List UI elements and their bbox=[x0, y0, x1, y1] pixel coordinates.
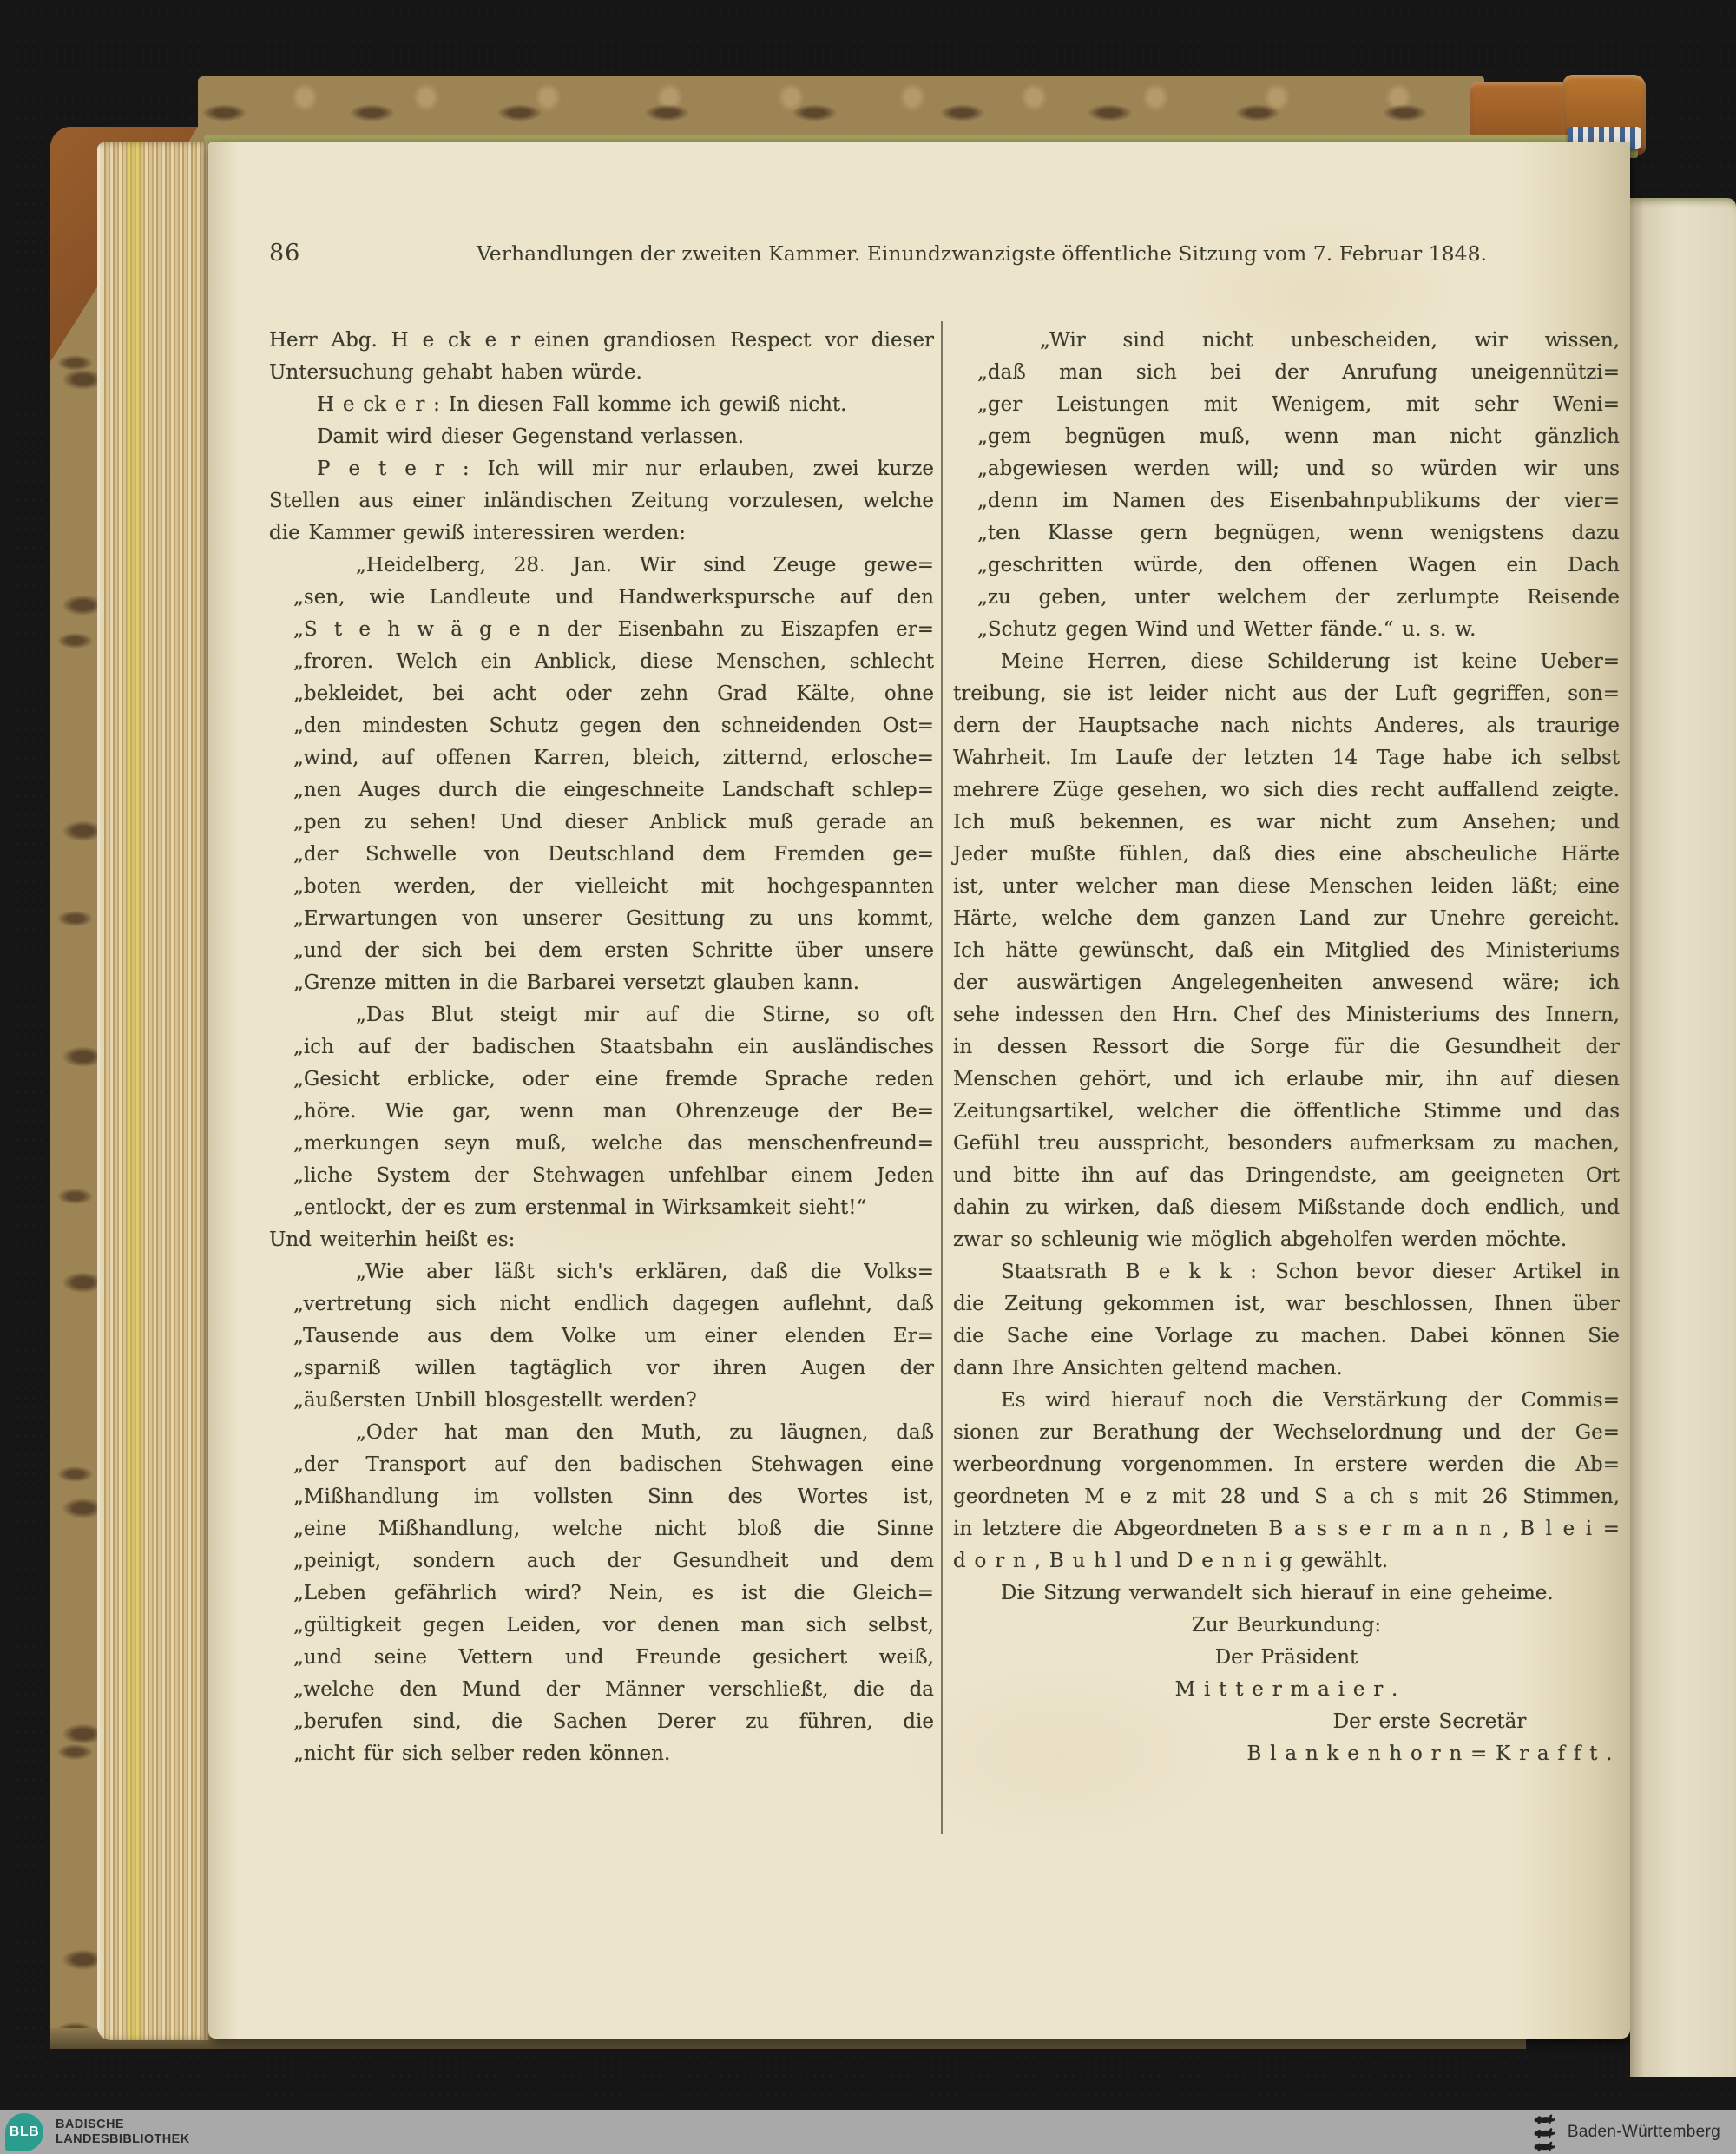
text-line: Staatsrath B e k k : Schon bevor dieser Artikel in bbox=[1001, 1261, 1620, 1283]
text-line: werbeordnung vorgenommen. In erstere werden die Ab= bbox=[953, 1453, 1620, 1476]
text-line: „ten Klasse gern begnügen, wenn wenigstens dazu bbox=[977, 522, 1620, 544]
text-line: sionen zur Berathung der Wechselordnung und der Ge= bbox=[953, 1421, 1620, 1444]
page-number: 86 bbox=[269, 240, 301, 267]
text-line: „Erwartungen von unserer Gesittung zu uns kommt, bbox=[293, 907, 934, 930]
text-line: B l a n k e n h o r n = K r a f f t . bbox=[1246, 1742, 1613, 1765]
text-line: „sen, wie Landleute und Handwerkspursche auf den bbox=[293, 586, 934, 609]
column-divider bbox=[941, 321, 943, 1834]
text-line: Untersuchung gehabt haben würde. bbox=[269, 361, 642, 384]
text-line: die Sache eine Vorlage zu machen. Dabei können Sie bbox=[953, 1325, 1620, 1347]
text-line: Und weiterhin heißt es: bbox=[269, 1229, 516, 1251]
text-line: „äußersten Unbill blosgestellt werden? bbox=[293, 1389, 697, 1412]
text-line: „und seine Vettern und Freunde gesichert weiß, bbox=[293, 1646, 934, 1669]
text-line: „Gesicht erblicke, oder eine fremde Sprache reden bbox=[293, 1068, 934, 1090]
text-line: Jeder mußte fühlen, daß dies eine abscheuliche Härte bbox=[953, 843, 1620, 866]
text-line: „Tausende aus dem Volke um einer elenden Er= bbox=[293, 1325, 934, 1347]
text-line: „bekleidet, bei acht oder zehn Grad Kälte, ohne bbox=[293, 682, 934, 705]
text-line: „den mindesten Schutz gegen den schneidenden Ost= bbox=[293, 715, 934, 737]
text-line: dann Ihre Ansichten geltend machen. bbox=[953, 1357, 1343, 1380]
text-line: Zeitungsartikel, welcher die öffentliche Stimme und das bbox=[953, 1100, 1620, 1123]
text-line: „welche den Mund der Männer verschließt, die da bbox=[293, 1678, 934, 1701]
viewer-footer-bar bbox=[0, 2110, 1736, 2154]
text-line: „der Transport auf den badischen Stehwagen eine bbox=[293, 1453, 934, 1476]
text-line: „zu geben, unter welchem der zerlumpte Reisende bbox=[977, 586, 1620, 609]
text-line: Härte, welche dem ganzen Land zur Unehre gereicht. bbox=[953, 907, 1620, 930]
text-line: „ich auf der badischen Staatsbahn ein ausländisches bbox=[293, 1036, 934, 1058]
text-line: Wahrheit. Im Laufe der letzten 14 Tage habe ich selbst bbox=[953, 747, 1620, 769]
text-line: zwar so schleunig wie möglich abgeholfen werden möchte. bbox=[953, 1229, 1568, 1251]
text-line: „Wir sind nicht unbescheiden, wir wissen, bbox=[1040, 329, 1620, 352]
text-line: „Mißhandlung im vollsten Sinn des Wortes ist, bbox=[293, 1485, 934, 1508]
text-line: „eine Mißhandlung, welche nicht bloß die Sinne bbox=[293, 1518, 934, 1540]
text-line: Die Sitzung verwandelt sich hierauf in eine geheime. bbox=[1001, 1582, 1554, 1604]
text-line: „gem begnügen muß, wenn man nicht gänzlich bbox=[977, 425, 1620, 448]
text-line: „Schutz gegen Wind und Wetter fände.“ u. s. w. bbox=[977, 618, 1476, 641]
text-line: „Heidelberg, 28. Jan. Wir sind Zeuge gewe= bbox=[356, 554, 934, 576]
text-line: dahin zu wirken, daß diesem Mißstande doch endlich, und bbox=[953, 1196, 1620, 1219]
text-line: „gültigkeit gegen Leiden, vor denen man sich selbst, bbox=[293, 1614, 934, 1637]
blb-logo bbox=[5, 2113, 43, 2151]
text-line: sehe indessen den Hrn. Chef des Ministeriums des Innern, bbox=[953, 1004, 1620, 1026]
text-line: Herr Abg. H e ck e r einen grandiosen Respect vor dieser bbox=[269, 329, 934, 352]
right-column bbox=[953, 325, 1620, 1770]
text-line: „ger Leistungen mit Wenigem, mit sehr Weni= bbox=[977, 393, 1620, 416]
text-line: „denn im Namen des Eisenbahnpublikums der vier= bbox=[977, 490, 1620, 512]
text-line: „merkungen seyn muß, welche das menschenfreund= bbox=[293, 1132, 934, 1155]
text-line: Meine Herren, diese Schilderung ist keine Ueber= bbox=[1001, 650, 1620, 673]
text-line: „Grenze mitten in die Barbarei versetzt glauben kann. bbox=[293, 972, 860, 994]
text-line: Der Präsident bbox=[1214, 1646, 1358, 1669]
text-line: P e t e r : Ich will mir nur erlauben, zwei kurze bbox=[317, 458, 934, 480]
facing-page-edge bbox=[1630, 198, 1736, 2077]
library-name-line1: BADISCHE bbox=[56, 2117, 124, 2131]
text-line: „liche System der Stehwagen unfehlbar einem Jeden bbox=[293, 1164, 934, 1187]
text-line: „Leben gefährlich wird? Nein, es ist die Gleich= bbox=[293, 1582, 934, 1604]
text-line: Ich muß bekennen, es war nicht zum Ansehen; und bbox=[953, 811, 1620, 833]
text-line: die Zeitung gekommen ist, war beschlossen, Ihnen über bbox=[953, 1293, 1620, 1315]
state-name: Baden-Württemberg bbox=[1567, 2122, 1720, 2141]
page-header-title: Verhandlungen der zweiten Kammer. Einundzwanzigste öffentliche Sitzung vom 7. Februar 1848. bbox=[476, 241, 1488, 266]
text-line: „boten werden, der vielleicht mit hochgespannten bbox=[293, 875, 934, 898]
text-line: Der erste Secretär bbox=[1332, 1710, 1527, 1733]
text-line: „nicht für sich selber reden können. bbox=[293, 1742, 671, 1765]
text-line: „höre. Wie gar, wenn man Ohrenzeuge der Be= bbox=[293, 1100, 934, 1123]
page-header bbox=[269, 240, 1616, 267]
text-line: „Das Blut steigt mir auf die Stirne, so oft bbox=[356, 1004, 934, 1026]
library-name bbox=[56, 2118, 190, 2147]
text-line: mehrere Züge gesehen, wo sich dies recht auffallend zeigte. bbox=[953, 779, 1620, 801]
text-line: und bitte ihn auf das Dringendste, am geeigneten Ort bbox=[953, 1164, 1620, 1187]
page-fore-edge bbox=[97, 142, 210, 2040]
text-line: „berufen sind, die Sachen Derer zu führen, die bbox=[293, 1710, 934, 1733]
text-line: „nen Auges durch die eingeschneite Landschaft schlep= bbox=[293, 779, 934, 801]
bw-coat-of-arms-icon bbox=[1531, 2112, 1559, 2152]
text-line: Es wird hierauf noch die Verstärkung der Commis= bbox=[1001, 1389, 1620, 1412]
text-line: Menschen gehört, und ich erlaube mir, ihn auf diesen bbox=[953, 1068, 1620, 1090]
text-line: ist, unter welcher man diese Menschen leiden läßt; eine bbox=[953, 875, 1620, 898]
text-line: H e ck e r : In diesen Fall komme ich gewiß nicht. bbox=[317, 393, 847, 416]
text-line: d o r n , B u h l und D e n n i g gewählt. bbox=[953, 1550, 1389, 1572]
text-line: „vertretung sich nicht endlich dagegen auflehnt, daß bbox=[293, 1293, 934, 1315]
text-line: „der Schwelle von Deutschland dem Fremden ge= bbox=[293, 843, 934, 866]
text-line: in dessen Ressort die Sorge für die Gesundheit der bbox=[953, 1036, 1620, 1058]
text-line: „abgewiesen werden will; und so würden wir uns bbox=[977, 458, 1620, 480]
text-line: „pen zu sehen! Und dieser Anblick muß gerade an bbox=[293, 811, 934, 833]
text-line: Ich hätte gewünscht, daß ein Mitglied des Ministeriums bbox=[953, 939, 1620, 962]
text-line: „daß man sich bei der Anrufung uneigennützi= bbox=[977, 361, 1620, 384]
library-name-line2: LANDESBIBLIOTHEK bbox=[56, 2131, 190, 2146]
text-line: treibung, sie ist leider nicht aus der Luft gegriffen, son= bbox=[953, 682, 1620, 705]
text-line: in letztere die Abgeordneten B a s s e r m a n n , B l e i = bbox=[953, 1518, 1620, 1540]
text-line: geordneten M e z mit 28 und S a ch s mit 26 Stimmen, bbox=[953, 1485, 1620, 1508]
text-line: Damit wird dieser Gegenstand verlassen. bbox=[317, 425, 745, 448]
text-line: Stellen aus einer inländischen Zeitung vorzulesen, welche bbox=[269, 490, 934, 512]
text-line: „wind, auf offenen Karren, bleich, zitternd, erlosche= bbox=[293, 747, 934, 769]
state-brand bbox=[1531, 2112, 1720, 2152]
text-line: Gefühl treu ausspricht, besonders aufmerksam zu machen, bbox=[953, 1132, 1620, 1155]
text-line: „froren. Welch ein Anblick, diese Menschen, schlecht bbox=[293, 650, 934, 673]
text-line: „Wie aber läßt sich's erklären, daß die Volks= bbox=[356, 1261, 934, 1283]
text-line: der auswärtigen Angelegenheiten anwesend wäre; ich bbox=[953, 972, 1620, 994]
text-line: die Kammer gewiß interessiren werden: bbox=[269, 522, 686, 544]
book-page bbox=[208, 142, 1630, 2039]
left-column bbox=[269, 325, 934, 1770]
blb-logo-text: BLB bbox=[9, 2124, 40, 2139]
text-line: „peinigt, sondern auch der Gesundheit und dem bbox=[293, 1550, 934, 1572]
text-line: „entlockt, der es zum erstenmal in Wirksamkeit sieht!“ bbox=[293, 1196, 867, 1219]
text-line: „und der sich bei dem ersten Schritte über unsere bbox=[293, 939, 934, 962]
text-line: „geschritten würde, den offenen Wagen ein Dach bbox=[977, 554, 1620, 576]
text-line: Zur Beurkundung: bbox=[1191, 1614, 1382, 1637]
text-line: M i t t e r m a i e r . bbox=[1174, 1678, 1398, 1701]
text-line: „sparniß willen tagtäglich vor ihren Augen der bbox=[293, 1357, 934, 1380]
text-line: „Oder hat man den Muth, zu läugnen, daß bbox=[356, 1421, 934, 1444]
text-line: „S t e h w ä g e n der Eisenbahn zu Eiszapfen er= bbox=[293, 618, 934, 641]
text-line: dern der Hauptsache nach nichts Anderes, als traurige bbox=[953, 715, 1620, 737]
